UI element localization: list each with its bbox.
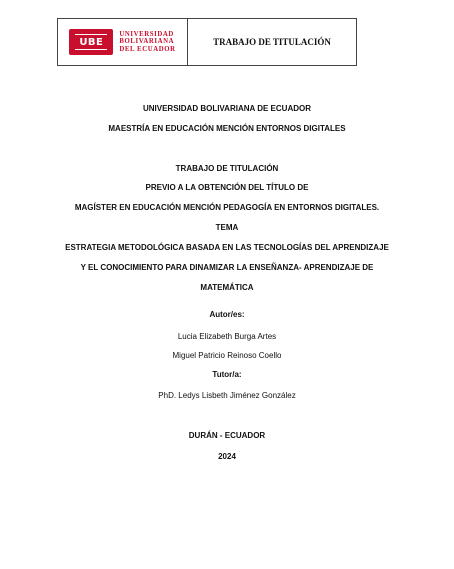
tutor-name: PhD. Ledys Lisbeth Jiménez González: [158, 391, 296, 400]
tutor-label: Tutor/a:: [212, 370, 242, 379]
work-type: TRABAJO DE TITULACIÓN: [175, 164, 279, 173]
header-title: TRABAJO DE TITULACIÓN: [213, 37, 331, 47]
logo-badge: [69, 29, 113, 55]
authors-label: Autor/es:: [209, 310, 245, 319]
theme-line: MATEMÁTICA: [200, 283, 254, 292]
author-name: Miguel Patricio Reinoso Coello: [172, 351, 282, 360]
logo-line: UNIVERSIDAD: [119, 30, 174, 38]
theme-label: TEMA: [215, 223, 239, 232]
logo-line: BOLIVARIANA: [119, 38, 175, 46]
header-table: [57, 18, 357, 66]
location: DURÁN - ECUADOR: [188, 431, 266, 440]
year: 2024: [218, 452, 236, 461]
work-purpose: PREVIO A LA OBTENCIÓN DEL TÍTULO DE: [145, 183, 309, 192]
university-name: UNIVERSIDAD BOLIVARIANA DE ECUADOR: [142, 104, 311, 113]
theme-line: Y EL CONOCIMIENTO PARA DINAMIZAR LA ENSEÑANZA- APRENDIZAJE DE: [80, 263, 374, 272]
logo-wordmark: [119, 31, 175, 53]
degree-title: MAGÍSTER EN EDUCACIÓN MENCIÓN PEDAGOGÍA EN ENTORNOS DIGITALES.: [74, 203, 380, 212]
university-logo: [58, 19, 188, 65]
logo-line: DEL ECUADOR: [119, 45, 176, 53]
program-name: MAESTRÍA EN EDUCACIÓN MENCIÓN ENTORNOS DIGITALES: [108, 124, 346, 133]
theme-line: ESTRATEGIA METODOLÓGICA BASADA EN LAS TECNOLOGÍAS DEL APRENDIZAJE: [65, 243, 389, 252]
author-name: Lucia Elizabeth Burga Artes: [177, 332, 277, 341]
logo-abbrev: UBE: [79, 36, 104, 48]
